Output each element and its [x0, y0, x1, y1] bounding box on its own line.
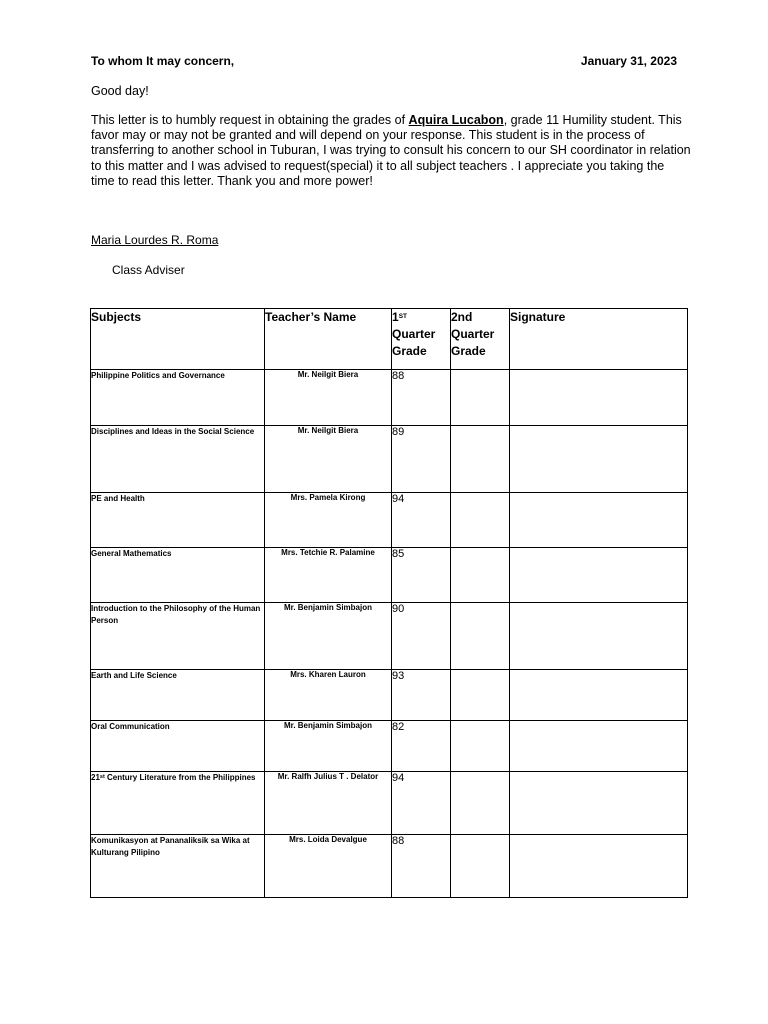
greeting: Good day! — [91, 84, 149, 98]
q1-grade-cell: 94 — [392, 772, 451, 835]
letter-body — [91, 113, 691, 189]
subject-cell: Komunikasyon at Pananaliksik sa Wika at Kulturang Pilipino — [91, 835, 265, 898]
subject-cell: General Mathematics — [91, 548, 265, 603]
student-name: Aquira Lucabon — [408, 113, 504, 127]
q1-grade-cell: 93 — [392, 670, 451, 721]
header-q1-number: 1 — [392, 310, 399, 324]
header-subjects: Subjects — [91, 309, 265, 370]
q2-grade-cell — [451, 426, 510, 493]
subject-cell — [91, 772, 265, 835]
subject-cell: Oral Communication — [91, 721, 265, 772]
q2-grade-cell — [451, 548, 510, 603]
subject-cell: Introduction to the Philosophy of the Human Person — [91, 603, 265, 670]
signature-cell — [510, 548, 688, 603]
q1-grade-cell: 85 — [392, 548, 451, 603]
teacher-cell: Mr. Benjamin Simbajon — [265, 603, 392, 670]
header-q1-word1: Quarter — [392, 327, 436, 341]
q2-grade-cell — [451, 493, 510, 548]
q1-grade-cell: 88 — [392, 370, 451, 426]
teacher-cell: Mrs. Pamela Kirong — [265, 493, 392, 548]
subject-superscript: st — [99, 774, 105, 780]
q2-grade-cell — [451, 370, 510, 426]
salutation: To whom It may concern, — [91, 54, 235, 68]
table-row — [91, 670, 688, 721]
header-first-quarter-grade — [392, 309, 451, 370]
grades-table — [90, 308, 688, 898]
table-header-row — [91, 309, 688, 370]
table-row — [91, 835, 688, 898]
teacher-cell: Mrs. Kharen Lauron — [265, 670, 392, 721]
table-row — [91, 370, 688, 426]
subject-cell: Earth and Life Science — [91, 670, 265, 721]
subject-cell: Philippine Politics and Governance — [91, 370, 265, 426]
subject-text: Century Literature from the Philippines — [104, 773, 256, 782]
q2-grade-cell — [451, 772, 510, 835]
header-q1-superscript: ST — [398, 313, 407, 320]
body-text-before: This letter is to humbly request in obtaining the grades of — [91, 113, 409, 127]
header-q2-word2: Grade — [451, 344, 486, 358]
header-second-quarter-grade — [451, 309, 510, 370]
signature-cell — [510, 670, 688, 721]
header-signature: Signature — [510, 309, 688, 370]
teacher-cell: Mrs. Tetchie R. Palamine — [265, 548, 392, 603]
signature-cell — [510, 370, 688, 426]
teacher-cell: Mr. Ralfh Julius T . Delator — [265, 772, 392, 835]
q1-grade-cell: 89 — [392, 426, 451, 493]
subject-number: 21 — [91, 773, 100, 782]
table-row — [91, 426, 688, 493]
subject-cell: PE and Health — [91, 493, 265, 548]
signature-cell — [510, 603, 688, 670]
q1-grade-cell: 88 — [392, 835, 451, 898]
q2-grade-cell — [451, 835, 510, 898]
signature-cell — [510, 493, 688, 548]
signatory-title: Class Adviser — [112, 263, 185, 277]
header-teacher-name: Teacher’s Name — [265, 309, 392, 370]
teacher-cell: Mr. Neilgit Biera — [265, 426, 392, 493]
table-row — [91, 548, 688, 603]
table-row — [91, 493, 688, 548]
teacher-cell: Mr. Neilgit Biera — [265, 370, 392, 426]
signatory-name: Maria Lourdes R. Roma — [91, 233, 219, 247]
signature-cell — [510, 772, 688, 835]
signature-cell — [510, 426, 688, 493]
q1-grade-cell: 90 — [392, 603, 451, 670]
letter-date: January 31, 2023 — [580, 54, 677, 68]
q1-grade-cell: 82 — [392, 721, 451, 772]
subject-cell: Disciplines and Ideas in the Social Science — [91, 426, 265, 493]
table-row — [91, 772, 688, 835]
q2-grade-cell — [451, 603, 510, 670]
body-text-after: , grade 11 Humility student. This favor may or may not be granted and will depend on your response. This student is in the process of transferring to another school in Tuburan, I was trying to consult his concern to our SH coordinator in relation to this matter and I was advised to request(special) it to all subject teachers . I appreciate you taking the time to read this letter. Thank you and more power! — [91, 113, 691, 188]
signature-cell — [510, 721, 688, 772]
teacher-cell: Mrs. Loida Devalgue — [265, 835, 392, 898]
signature-cell — [510, 835, 688, 898]
q2-grade-cell — [451, 670, 510, 721]
teacher-cell: Mr. Benjamin Simbajon — [265, 721, 392, 772]
q1-grade-cell: 94 — [392, 493, 451, 548]
table-row — [91, 603, 688, 670]
header-q2-number: 2nd — [451, 310, 473, 324]
table-row — [91, 721, 688, 772]
q2-grade-cell — [451, 721, 510, 772]
header-q1-word2: Grade — [392, 344, 427, 358]
header-q2-word1: Quarter — [451, 327, 495, 341]
